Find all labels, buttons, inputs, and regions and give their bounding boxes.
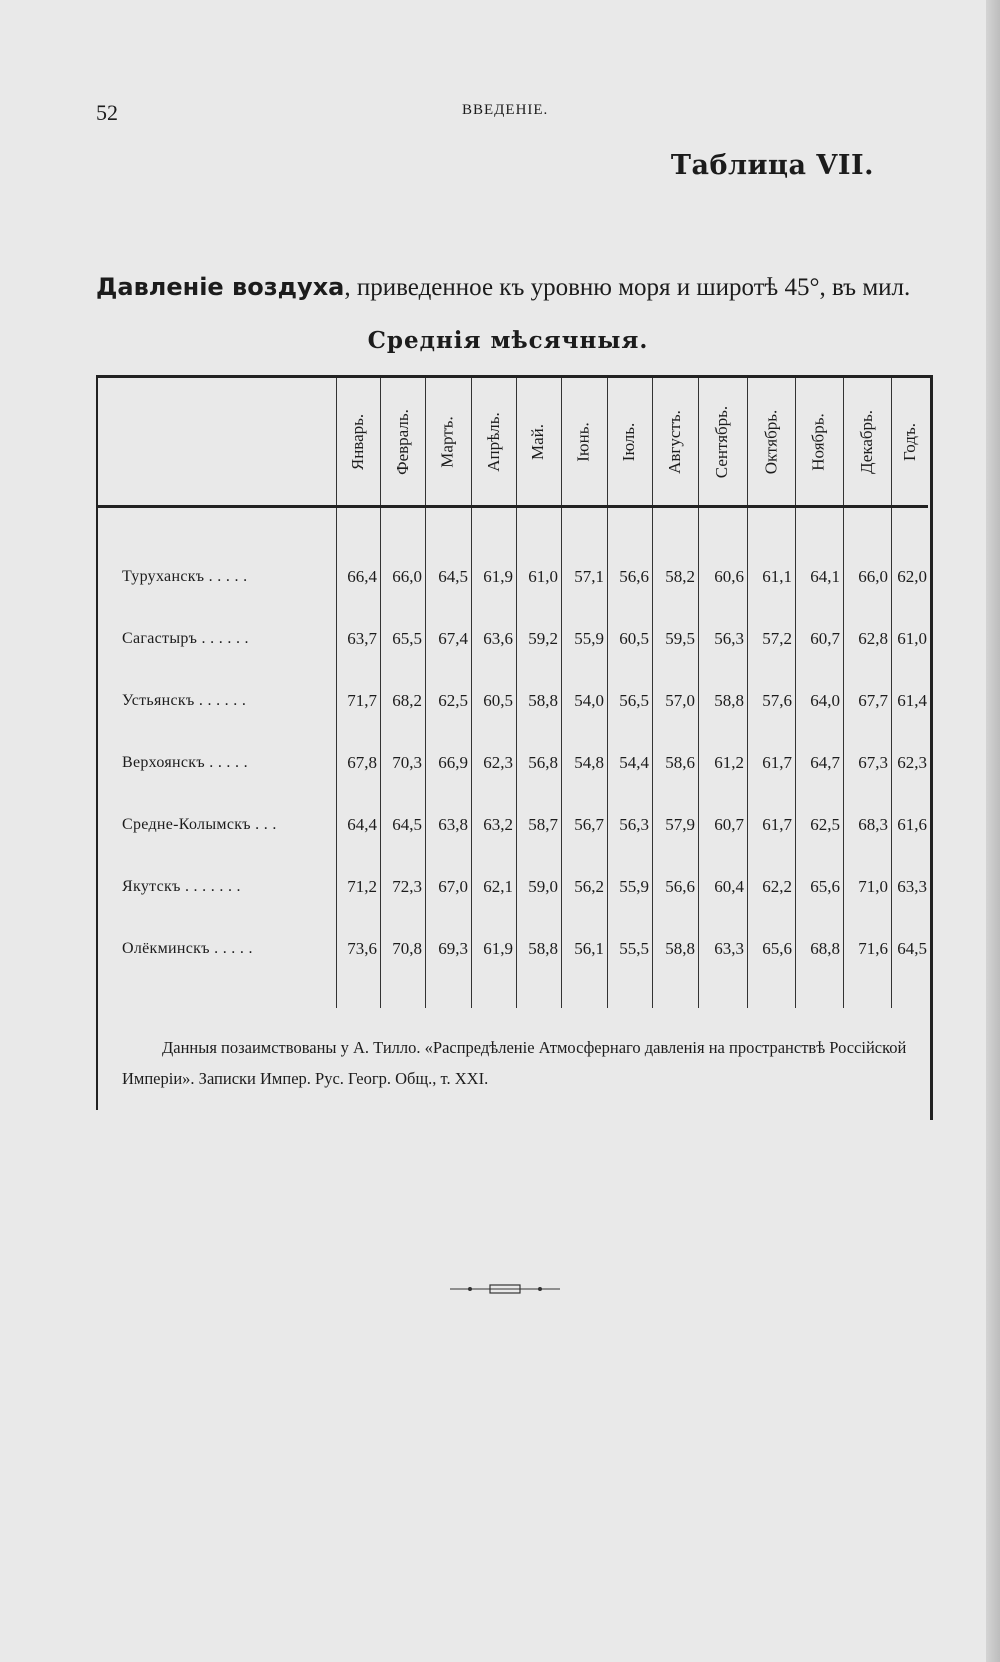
table-cell: 60,7	[810, 629, 840, 648]
column-header-label: Сентябрь.	[712, 405, 732, 478]
table-cell: 67,0	[438, 877, 468, 896]
table-cell: 63,8	[438, 815, 468, 834]
table-cell: 54,8	[574, 753, 604, 772]
table-cell: 56,7	[574, 815, 604, 834]
column-header	[561, 378, 607, 505]
table-cell: 56,6	[665, 877, 695, 896]
station-name: Туруханскъ . . . . .	[122, 568, 248, 585]
table-cell: 58,2	[665, 567, 695, 586]
table-cell: 54,0	[574, 691, 604, 710]
column-header-label: Январь.	[348, 413, 368, 470]
table-cell: 64,7	[810, 753, 840, 772]
table-cell: 71,6	[858, 939, 888, 958]
table-cell: 69,3	[438, 939, 468, 958]
table-cell: 60,5	[619, 629, 649, 648]
table-cell: 71,7	[347, 691, 377, 710]
station-name: Устьянскъ . . . . . .	[122, 692, 247, 709]
table-cell: 58,8	[528, 691, 558, 710]
table-cell: 61,0	[528, 567, 558, 586]
page-number: 52	[96, 100, 118, 125]
table-cell: 67,8	[347, 753, 377, 772]
table-cell: 62,3	[483, 753, 513, 772]
column-header	[795, 378, 843, 505]
table-cell: 64,1	[810, 567, 840, 586]
table-cell: 61,0	[897, 629, 927, 648]
table-cell: 61,4	[897, 691, 927, 710]
table-cell: 56,5	[619, 691, 649, 710]
column-header-label: Мартъ.	[438, 415, 458, 468]
table-cell: 61,1	[762, 567, 792, 586]
table-cell: 58,8	[714, 691, 744, 710]
column-header	[471, 378, 516, 505]
table-cell: 67,7	[858, 691, 888, 710]
table-cell: 70,3	[392, 753, 422, 772]
table-cell: 62,3	[897, 753, 927, 772]
table-title	[96, 273, 910, 302]
table-cell: 68,2	[392, 691, 422, 710]
table-cell: 62,0	[897, 567, 927, 586]
table-cell: 63,2	[483, 815, 513, 834]
table-cell: 64,5	[438, 567, 468, 586]
column-header-label: Февраль.	[392, 408, 412, 475]
table-cell: 60,7	[714, 815, 744, 834]
table-cell: 56,3	[714, 629, 744, 648]
table-cell: 61,9	[483, 567, 513, 586]
table-left-rule	[96, 375, 98, 1110]
table-cell: 59,2	[528, 629, 558, 648]
table-cell: 57,6	[762, 691, 792, 710]
table-cell: 64,5	[897, 939, 927, 958]
table-cell: 58,8	[528, 939, 558, 958]
table-cell: 62,8	[858, 629, 888, 648]
column-header	[843, 378, 891, 505]
table-cell: 64,0	[810, 691, 840, 710]
table-cell: 58,8	[665, 939, 695, 958]
table-cell: 65,6	[762, 939, 792, 958]
table-cell: 72,3	[392, 877, 422, 896]
column-header	[891, 378, 930, 505]
table-cell: 57,9	[665, 815, 695, 834]
column-header	[336, 378, 380, 505]
table-cell: 68,3	[858, 815, 888, 834]
station-name: Олёкминскъ . . . . .	[122, 940, 253, 957]
table-cell: 55,9	[574, 629, 604, 648]
table-cell: 61,9	[483, 939, 513, 958]
table-cell: 55,9	[619, 877, 649, 896]
column-header-label: Августъ.	[665, 409, 685, 474]
table-cell: 60,6	[714, 567, 744, 586]
table-cell: 64,5	[392, 815, 422, 834]
table-cell: 65,5	[392, 629, 422, 648]
table-cell: 70,8	[392, 939, 422, 958]
table-cell: 64,4	[347, 815, 377, 834]
column-header-label: Ноябрь.	[809, 412, 828, 471]
table-cell: 59,5	[665, 629, 695, 648]
table-cell: 56,1	[574, 939, 604, 958]
ornament-divider	[450, 1282, 560, 1296]
column-header-label: Декабрь.	[857, 409, 876, 474]
station-name: Верхоянскъ . . . . .	[122, 754, 248, 771]
table-cell: 65,6	[810, 877, 840, 896]
table-cell: 62,2	[762, 877, 792, 896]
table-cell: 58,7	[528, 815, 558, 834]
table-cell: 61,6	[897, 815, 927, 834]
column-header-label: Май.	[528, 423, 548, 460]
table-cell: 57,2	[762, 629, 792, 648]
station-name: Средне-Колымскъ . . .	[122, 816, 277, 833]
table-right-rule	[930, 375, 933, 1120]
table-cell: 55,5	[619, 939, 649, 958]
table-cell: 57,1	[574, 567, 604, 586]
running-head: ВВЕДЕНІЕ.	[462, 102, 549, 118]
table-cell: 56,6	[619, 567, 649, 586]
column-header	[516, 378, 561, 505]
table-cell: 68,8	[810, 939, 840, 958]
column-header	[698, 378, 747, 505]
table-cell: 61,7	[762, 753, 792, 772]
table-cell: 59,0	[528, 877, 558, 896]
table-title-bold: Давленіе воздуха	[96, 273, 345, 301]
table-cell: 66,0	[392, 567, 422, 586]
column-header-label: Октябрь.	[761, 409, 780, 474]
table-cell: 61,2	[714, 753, 744, 772]
column-header-label: Іюль.	[619, 422, 639, 461]
table-cell: 66,0	[858, 567, 888, 586]
table-cell: 63,6	[483, 629, 513, 648]
table-cell: 66,4	[347, 567, 377, 586]
table-cell: 62,5	[810, 815, 840, 834]
table-cell: 67,4	[438, 629, 468, 648]
table-cell: 66,9	[438, 753, 468, 772]
table-cell: 63,7	[347, 629, 377, 648]
table-cell: 71,2	[347, 877, 377, 896]
table-cell: 63,3	[714, 939, 744, 958]
source-note: Данныя позаимствованы у А. Тилло. «Распредѣленіе Атмосфернаго давленія на пространствѣ Россійской Имперіи». Записки Импер. Рус. Геогр. Общ., т. XXI.	[122, 1038, 907, 1088]
table-cell: 61,7	[762, 815, 792, 834]
table-cell: 60,4	[714, 877, 744, 896]
table-cell: 56,8	[528, 753, 558, 772]
table-header-rule	[98, 505, 928, 508]
table-subtitle: Среднія мѣсячныя.	[367, 327, 649, 354]
table-label: Таблица VII.	[670, 150, 874, 181]
column-header	[747, 378, 795, 505]
station-name: Якутскъ . . . . . . .	[122, 878, 241, 895]
table-cell: 63,3	[897, 877, 927, 896]
table-cell: 56,2	[574, 877, 604, 896]
table-cell: 58,6	[665, 753, 695, 772]
table-cell: 56,3	[619, 815, 649, 834]
table-cell: 60,5	[483, 691, 513, 710]
table-title-rest: , приведенное къ уровню моря и широтѣ 45°, въ мил.	[344, 274, 911, 301]
table-cell: 73,6	[347, 939, 377, 958]
table-cell: 67,3	[858, 753, 888, 772]
column-header	[652, 378, 698, 505]
column-header-label: Апрѣль.	[483, 411, 503, 472]
table-cell: 57,0	[665, 691, 695, 710]
table-cell: 54,4	[619, 753, 649, 772]
station-name: Сагастыръ . . . . . .	[122, 630, 249, 647]
column-header	[607, 378, 652, 505]
column-header	[380, 378, 425, 505]
column-header-label: Іюнь.	[574, 421, 593, 462]
page-edge	[986, 0, 1000, 1662]
column-header	[425, 378, 471, 505]
table-cell: 62,5	[438, 691, 468, 710]
table-cell: 62,1	[483, 877, 513, 896]
table-cell: 71,0	[858, 877, 888, 896]
column-header-label: Годъ.	[900, 422, 920, 461]
